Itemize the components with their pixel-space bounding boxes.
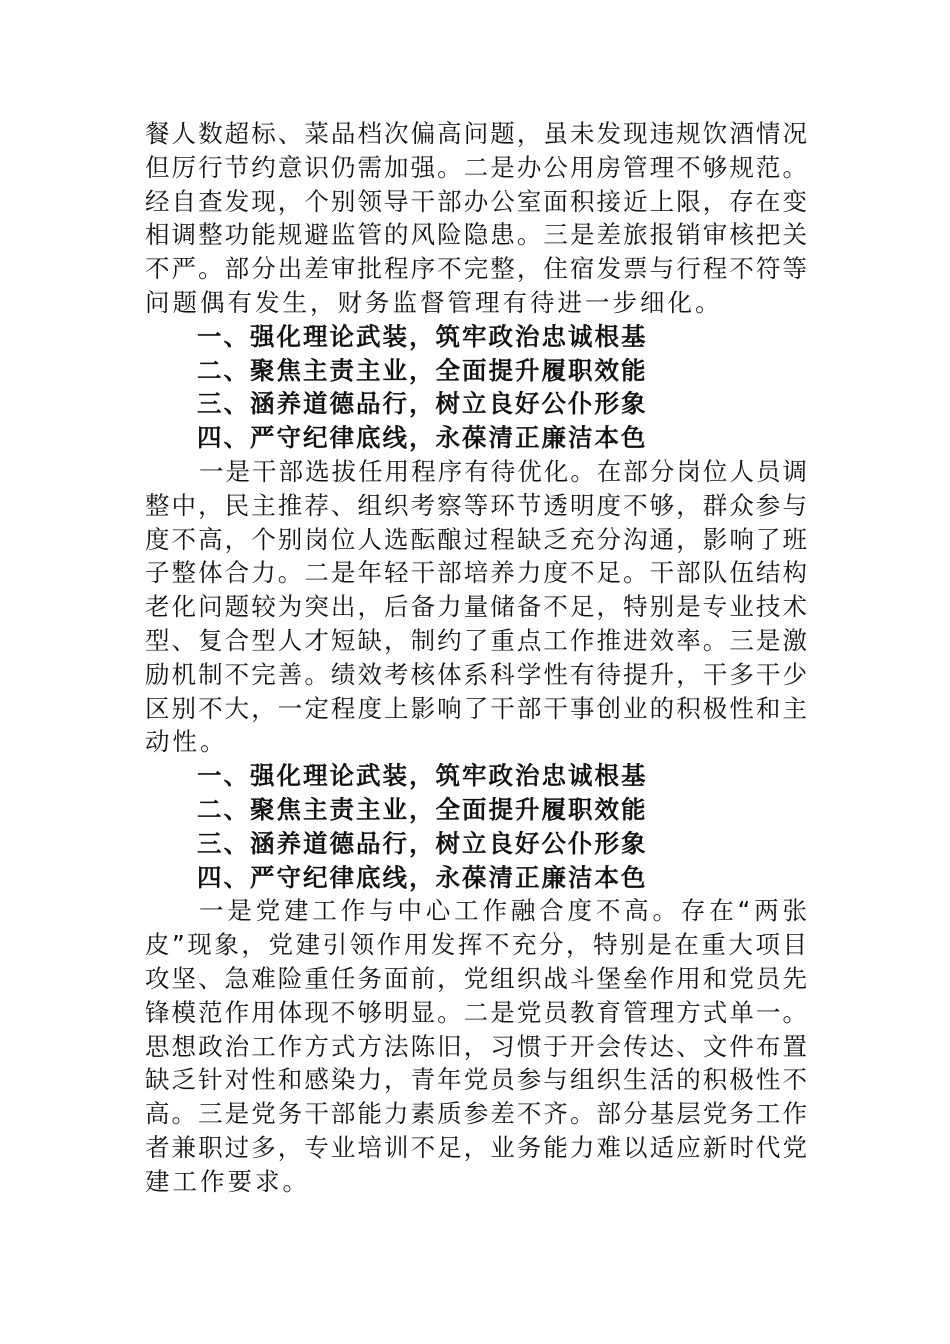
paragraph-line: 动性。 (145, 727, 228, 757)
paragraph-line: 思想政治工作方式方法陈旧，习惯于开会传达、文件布置 (145, 1031, 807, 1061)
paragraph-line: 问题偶有发生，财务监督管理有待进一步细化。 (145, 287, 723, 317)
section-heading: 一、强化理论武装，筑牢政治忠诚根基 (197, 321, 648, 351)
paragraph (145, 455, 807, 759)
paragraph (145, 117, 807, 320)
paragraph-line: 经自查发现，个别领导干部办公室面积接近上限，存在变 (145, 186, 807, 216)
paragraph-line: 整中，民主推荐、组织考察等环节透明度不够，群众参与 (145, 490, 807, 520)
paragraph-line: 者兼职过多，专业培训不足，业务能力难以适应新时代党 (145, 1132, 807, 1162)
section-heading: 三、涵养道德品行，树立良好公仆形象 (197, 828, 648, 858)
section-heading: 二、聚焦主责主业，全面提升履职效能 (197, 794, 648, 824)
paragraph-line: 建工作要求。 (145, 1166, 310, 1196)
paragraph-line: 度不高，个别岗位人选酝酿过程缺乏充分沟通，影响了班 (145, 524, 807, 554)
section-heading: 一、强化理论武装，筑牢政治忠诚根基 (197, 761, 648, 791)
paragraph-line: 子整体合力。二是年轻干部培养力度不足。干部队伍结构 (145, 558, 807, 588)
section-heading: 四、严守纪律底线，永葆清正廉洁本色 (197, 423, 648, 453)
paragraph-line: 一是党建工作与中心工作融合度不高。存在“两张 (199, 896, 807, 926)
document-page (145, 117, 807, 1199)
paragraph-line: 锋模范作用体现不够明显。二是党员教育管理方式单一。 (145, 997, 807, 1027)
paragraph-line: 但厉行节约意识仍需加强。二是办公用房管理不够规范。 (145, 152, 807, 182)
section-heading: 二、聚焦主责主业，全面提升履职效能 (197, 355, 648, 385)
paragraph-line: 缺乏针对性和感染力，青年党员参与组织生活的积极性不 (145, 1065, 807, 1095)
paragraph-line: 高。三是党务干部能力素质参差不齐。部分基层党务工作 (145, 1099, 807, 1129)
paragraph-line: 型、复合型人才短缺，制约了重点工作推进效率。三是激 (145, 625, 807, 655)
paragraph (145, 894, 807, 1198)
paragraph-line: 励机制不完善。绩效考核体系科学性有待提升，干多干少 (145, 659, 807, 689)
paragraph-line: 餐人数超标、菜品档次偏高问题，虽未发现违规饮酒情况 (145, 119, 807, 148)
paragraph-line: 区别不大，一定程度上影响了干部干事创业的积极性和主 (145, 693, 807, 723)
paragraph-line: 皮”现象，党建引领作用发挥不充分，特别是在重大项目 (145, 930, 807, 960)
paragraph-line: 老化问题较为突出，后备力量储备不足，特别是专业技术 (145, 592, 807, 622)
paragraph-line: 不严。部分出差审批程序不完整，住宿发票与行程不符等 (145, 254, 807, 284)
paragraph-line: 一是干部选拔任用程序有待优化。在部分岗位人员调 (199, 456, 807, 486)
section-heading: 三、涵养道德品行，树立良好公仆形象 (197, 389, 648, 419)
section-heading: 四、严守纪律底线，永葆清正廉洁本色 (197, 862, 648, 892)
paragraph-line: 攻坚、急难险重任务面前，党组织战斗堡垒作用和党员先 (145, 963, 807, 993)
paragraph-line: 相调整功能规避监管的风险隐患。三是差旅报销审核把关 (145, 220, 807, 250)
